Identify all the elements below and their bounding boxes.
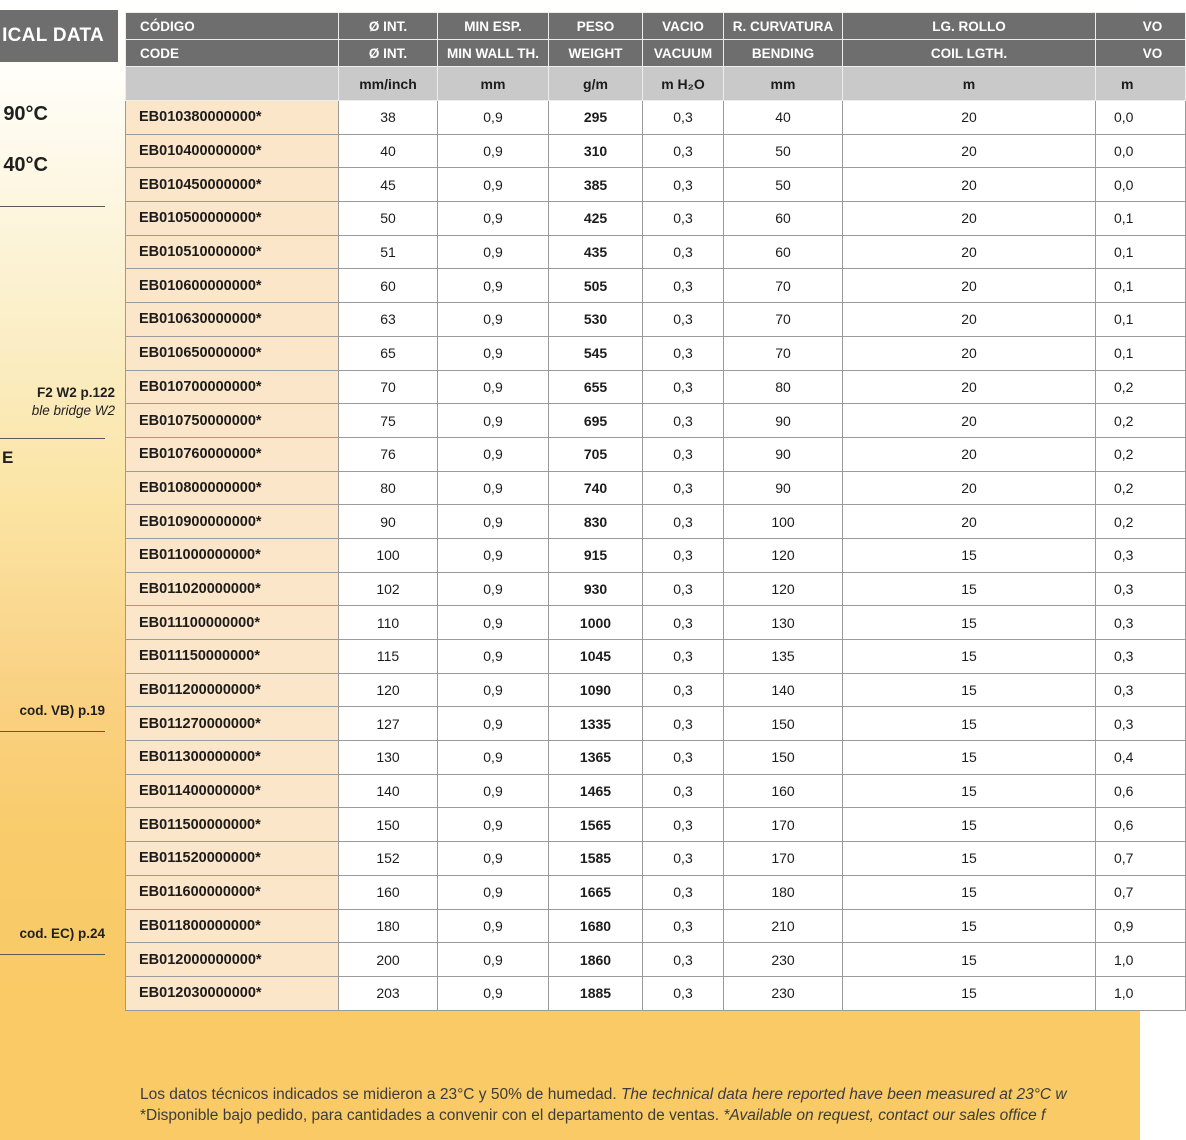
table-row [126, 943, 1186, 977]
cell-volume: 0,6 [1096, 774, 1186, 808]
cell-vacuum: 0,3 [643, 370, 724, 404]
column-header-min-wall-es: MIN ESP. [438, 13, 549, 40]
cell-min-wall: 0,9 [438, 134, 549, 168]
cell-min-wall: 0,9 [438, 572, 549, 606]
cell-volume: 0,9 [1096, 909, 1186, 943]
cell-bending: 130 [724, 606, 843, 640]
cell-inner-diameter: 51 [339, 235, 438, 269]
cell-bending: 90 [724, 471, 843, 505]
cell-coil-length: 15 [843, 842, 1096, 876]
technical-data-table [125, 12, 1186, 1011]
cell-bending: 100 [724, 505, 843, 539]
cell-weight: 1465 [549, 774, 643, 808]
cell-min-wall: 0,9 [438, 741, 549, 775]
cell-inner-diameter: 70 [339, 370, 438, 404]
cell-min-wall: 0,9 [438, 168, 549, 202]
cell-volume: 0,4 [1096, 741, 1186, 775]
table-row [126, 202, 1186, 236]
cell-weight: 1665 [549, 875, 643, 909]
cell-bending: 70 [724, 269, 843, 303]
cell-weight: 385 [549, 168, 643, 202]
cell-min-wall: 0,9 [438, 538, 549, 572]
cell-inner-diameter: 40 [339, 134, 438, 168]
cell-inner-diameter: 150 [339, 808, 438, 842]
cell-weight: 1860 [549, 943, 643, 977]
cell-inner-diameter: 160 [339, 875, 438, 909]
cell-code: EB010510000000* [126, 235, 339, 269]
cell-inner-diameter: 65 [339, 336, 438, 370]
column-header-min-wall-en: MIN WALL TH. [438, 40, 549, 67]
table-body [126, 101, 1186, 1011]
max-temperature-label: 90°C [3, 103, 48, 125]
cell-vacuum: 0,3 [643, 976, 724, 1010]
cell-bending: 170 [724, 808, 843, 842]
cell-weight: 1565 [549, 808, 643, 842]
table-row [126, 336, 1186, 370]
column-header-code-en: CODE [126, 40, 339, 67]
cell-volume: 0,1 [1096, 235, 1186, 269]
cell-bending: 50 [724, 134, 843, 168]
cell-code: EB010650000000* [126, 336, 339, 370]
cell-inner-diameter: 63 [339, 303, 438, 337]
cell-inner-diameter: 203 [339, 976, 438, 1010]
cell-inner-diameter: 60 [339, 269, 438, 303]
cell-bending: 90 [724, 437, 843, 471]
column-header-volume-es: VO [1096, 13, 1186, 40]
cell-code: EB012030000000* [126, 976, 339, 1010]
column-header-weight-en: WEIGHT [549, 40, 643, 67]
cell-coil-length: 15 [843, 774, 1096, 808]
cell-volume: 0,2 [1096, 471, 1186, 505]
header-row-es [126, 13, 1186, 40]
cell-min-wall: 0,9 [438, 370, 549, 404]
cell-volume: 0,2 [1096, 404, 1186, 438]
cell-weight: 1365 [549, 741, 643, 775]
cell-code: EB011800000000* [126, 909, 339, 943]
cell-vacuum: 0,3 [643, 707, 724, 741]
cell-min-wall: 0,9 [438, 875, 549, 909]
cell-bending: 150 [724, 707, 843, 741]
column-header-inner-diameter-es: Ø INT. [339, 13, 438, 40]
cell-inner-diameter: 75 [339, 404, 438, 438]
cell-weight: 1090 [549, 673, 643, 707]
cell-volume: 0,3 [1096, 538, 1186, 572]
letter-fragment-label: E [2, 448, 14, 467]
cell-volume: 0,3 [1096, 572, 1186, 606]
cell-bending: 210 [724, 909, 843, 943]
sidebar-divider [0, 731, 105, 732]
cell-code: EB011000000000* [126, 538, 339, 572]
column-unit-volume: m [1096, 67, 1186, 101]
table-row [126, 303, 1186, 337]
cell-coil-length: 20 [843, 336, 1096, 370]
cell-min-wall: 0,9 [438, 707, 549, 741]
cell-min-wall: 0,9 [438, 909, 549, 943]
cell-min-wall: 0,9 [438, 235, 549, 269]
cell-vacuum: 0,3 [643, 471, 724, 505]
table-row [126, 168, 1186, 202]
cell-vacuum: 0,3 [643, 943, 724, 977]
table-row [126, 471, 1186, 505]
column-unit-bending: mm [724, 67, 843, 101]
cell-inner-diameter: 100 [339, 538, 438, 572]
cell-volume: 1,0 [1096, 943, 1186, 977]
cell-coil-length: 15 [843, 976, 1096, 1010]
column-header-inner-diameter-en: Ø INT. [339, 40, 438, 67]
cell-min-wall: 0,9 [438, 269, 549, 303]
cell-volume: 0,0 [1096, 101, 1186, 135]
cell-code: EB010900000000* [126, 505, 339, 539]
column-header-vacuum-es: VACIO [643, 13, 724, 40]
column-unit-vacuum: m H₂O [643, 67, 724, 101]
column-header-bending-en: BENDING [724, 40, 843, 67]
cell-inner-diameter: 110 [339, 606, 438, 640]
cell-inner-diameter: 180 [339, 909, 438, 943]
cell-bending: 70 [724, 303, 843, 337]
cell-bending: 150 [724, 741, 843, 775]
cell-coil-length: 15 [843, 943, 1096, 977]
cell-code: EB010800000000* [126, 471, 339, 505]
column-header-coil-length-es: LG. ROLLO [843, 13, 1096, 40]
footnote-line2-en: *Available on request, contact our sales office f [723, 1107, 1046, 1124]
table-row [126, 842, 1186, 876]
table-row [126, 538, 1186, 572]
cell-coil-length: 20 [843, 404, 1096, 438]
table-row [126, 808, 1186, 842]
cell-weight: 705 [549, 437, 643, 471]
cell-inner-diameter: 45 [339, 168, 438, 202]
column-header-coil-length-en: COIL LGTH. [843, 40, 1096, 67]
footnote-line-1 [140, 1084, 1140, 1105]
cell-weight: 1045 [549, 640, 643, 674]
reference-bridge-label: ble bridge W2 [31, 403, 115, 418]
column-header-vacuum-en: VACUUM [643, 40, 724, 67]
footnote-line-2 [140, 1105, 1140, 1126]
table-row [126, 976, 1186, 1010]
cell-weight: 695 [549, 404, 643, 438]
column-header-code-es: CÓDIGO [126, 13, 339, 40]
cell-volume: 0,2 [1096, 505, 1186, 539]
cell-bending: 230 [724, 943, 843, 977]
table-row [126, 707, 1186, 741]
cell-code: EB011020000000* [126, 572, 339, 606]
cell-coil-length: 20 [843, 168, 1096, 202]
cell-weight: 655 [549, 370, 643, 404]
cell-inner-diameter: 76 [339, 437, 438, 471]
cell-volume: 0,6 [1096, 808, 1186, 842]
sidebar-divider [0, 206, 105, 207]
table-row [126, 101, 1186, 135]
cell-vacuum: 0,3 [643, 134, 724, 168]
header-row-en [126, 40, 1186, 67]
cell-coil-length: 15 [843, 673, 1096, 707]
table-row [126, 572, 1186, 606]
cell-bending: 50 [724, 168, 843, 202]
cell-volume: 0,1 [1096, 336, 1186, 370]
cell-bending: 140 [724, 673, 843, 707]
section-title-label: ICAL DATA [2, 25, 104, 46]
cell-inner-diameter: 50 [339, 202, 438, 236]
cell-code: EB011500000000* [126, 808, 339, 842]
cell-bending: 80 [724, 370, 843, 404]
cell-coil-length: 20 [843, 370, 1096, 404]
cell-inner-diameter: 102 [339, 572, 438, 606]
cell-code: EB010700000000* [126, 370, 339, 404]
cell-coil-length: 15 [843, 909, 1096, 943]
column-unit-min-wall: mm [438, 67, 549, 101]
cell-coil-length: 15 [843, 741, 1096, 775]
cell-volume: 0,2 [1096, 437, 1186, 471]
cell-bending: 120 [724, 572, 843, 606]
header-row-units [126, 67, 1186, 101]
cell-code: EB010750000000* [126, 404, 339, 438]
column-header-bending-es: R. CURVATURA [724, 13, 843, 40]
cell-volume: 0,7 [1096, 875, 1186, 909]
cell-vacuum: 0,3 [643, 269, 724, 303]
cell-inner-diameter: 127 [339, 707, 438, 741]
cell-weight: 1680 [549, 909, 643, 943]
cell-code: EB010380000000* [126, 101, 339, 135]
cell-vacuum: 0,3 [643, 774, 724, 808]
cell-weight: 530 [549, 303, 643, 337]
cell-weight: 435 [549, 235, 643, 269]
cell-bending: 170 [724, 842, 843, 876]
cell-code: EB011270000000* [126, 707, 339, 741]
cell-bending: 120 [724, 538, 843, 572]
cell-weight: 425 [549, 202, 643, 236]
cell-inner-diameter: 200 [339, 943, 438, 977]
reference-vb-label: cod. VB) p.19 [19, 703, 105, 718]
table-row [126, 235, 1186, 269]
cell-weight: 295 [549, 101, 643, 135]
cell-code: EB010630000000* [126, 303, 339, 337]
column-header-volume-en: VO [1096, 40, 1186, 67]
cell-vacuum: 0,3 [643, 202, 724, 236]
cell-volume: 0,1 [1096, 303, 1186, 337]
cell-volume: 0,3 [1096, 673, 1186, 707]
cell-vacuum: 0,3 [643, 842, 724, 876]
reference-ec-label: cod. EC) p.24 [19, 926, 105, 941]
cell-min-wall: 0,9 [438, 202, 549, 236]
footnote-line1-en: The technical data here reported have been measured at 23°C w [620, 1086, 1067, 1103]
cell-bending: 70 [724, 336, 843, 370]
table-row [126, 370, 1186, 404]
sidebar-divider [0, 954, 105, 955]
cell-coil-length: 20 [843, 235, 1096, 269]
cell-coil-length: 20 [843, 134, 1096, 168]
cell-min-wall: 0,9 [438, 437, 549, 471]
cell-coil-length: 20 [843, 303, 1096, 337]
cell-code: EB011200000000* [126, 673, 339, 707]
cell-min-wall: 0,9 [438, 303, 549, 337]
cell-volume: 0,1 [1096, 202, 1186, 236]
cell-inner-diameter: 38 [339, 101, 438, 135]
cell-weight: 1585 [549, 842, 643, 876]
cell-code: EB010600000000* [126, 269, 339, 303]
cell-weight: 1000 [549, 606, 643, 640]
column-unit-coil-length: m [843, 67, 1096, 101]
table-header [126, 13, 1186, 101]
cell-bending: 60 [724, 202, 843, 236]
cell-code: EB012000000000* [126, 943, 339, 977]
table-row [126, 437, 1186, 471]
cell-coil-length: 15 [843, 538, 1096, 572]
cell-weight: 545 [549, 336, 643, 370]
cell-min-wall: 0,9 [438, 471, 549, 505]
column-unit-inner-diameter: mm/inch [339, 67, 438, 101]
cell-code: EB010500000000* [126, 202, 339, 236]
product-table [125, 12, 1186, 1011]
cell-weight: 1885 [549, 976, 643, 1010]
table-row [126, 875, 1186, 909]
cell-vacuum: 0,3 [643, 101, 724, 135]
cell-code: EB011520000000* [126, 842, 339, 876]
cell-coil-length: 15 [843, 875, 1096, 909]
cell-vacuum: 0,3 [643, 404, 724, 438]
cell-coil-length: 15 [843, 606, 1096, 640]
cell-vacuum: 0,3 [643, 538, 724, 572]
cell-min-wall: 0,9 [438, 808, 549, 842]
column-header-weight-es: PESO [549, 13, 643, 40]
cell-min-wall: 0,9 [438, 101, 549, 135]
cell-vacuum: 0,3 [643, 505, 724, 539]
table-row [126, 673, 1186, 707]
cell-coil-length: 20 [843, 471, 1096, 505]
cell-coil-length: 15 [843, 640, 1096, 674]
cell-inner-diameter: 80 [339, 471, 438, 505]
cell-inner-diameter: 130 [339, 741, 438, 775]
cell-code: EB011150000000* [126, 640, 339, 674]
cell-code: EB010760000000* [126, 437, 339, 471]
cell-min-wall: 0,9 [438, 505, 549, 539]
cell-min-wall: 0,9 [438, 976, 549, 1010]
table-row [126, 909, 1186, 943]
cell-vacuum: 0,3 [643, 606, 724, 640]
cell-coil-length: 15 [843, 707, 1096, 741]
cell-weight: 830 [549, 505, 643, 539]
footnote-line1-es: Los datos técnicos indicados se midieron a 23°C y 50% de humedad. [140, 1086, 621, 1103]
cell-min-wall: 0,9 [438, 774, 549, 808]
cell-weight: 505 [549, 269, 643, 303]
cell-vacuum: 0,3 [643, 168, 724, 202]
cell-vacuum: 0,3 [643, 235, 724, 269]
cell-vacuum: 0,3 [643, 741, 724, 775]
table-row [126, 404, 1186, 438]
cell-vacuum: 0,3 [643, 336, 724, 370]
cell-coil-length: 20 [843, 101, 1096, 135]
cell-vacuum: 0,3 [643, 808, 724, 842]
cell-coil-length: 15 [843, 572, 1096, 606]
cell-inner-diameter: 152 [339, 842, 438, 876]
cell-weight: 1335 [549, 707, 643, 741]
cell-bending: 230 [724, 976, 843, 1010]
cell-min-wall: 0,9 [438, 673, 549, 707]
footnote-line2-es: *Disponible bajo pedido, para cantidades a convenir con el departamento de ventas. [140, 1107, 724, 1124]
cell-bending: 160 [724, 774, 843, 808]
cell-vacuum: 0,3 [643, 909, 724, 943]
cell-min-wall: 0,9 [438, 640, 549, 674]
cell-inner-diameter: 115 [339, 640, 438, 674]
cell-inner-diameter: 120 [339, 673, 438, 707]
footnote [140, 1084, 1140, 1126]
cell-min-wall: 0,9 [438, 842, 549, 876]
cell-volume: 0,7 [1096, 842, 1186, 876]
cell-min-wall: 0,9 [438, 943, 549, 977]
cell-volume: 0,0 [1096, 134, 1186, 168]
cell-volume: 0,3 [1096, 640, 1186, 674]
cell-volume: 0,3 [1096, 707, 1186, 741]
cell-min-wall: 0,9 [438, 336, 549, 370]
cell-code: EB010450000000* [126, 168, 339, 202]
cell-weight: 740 [549, 471, 643, 505]
cell-inner-diameter: 140 [339, 774, 438, 808]
sidebar-divider [0, 438, 105, 439]
table-row [126, 134, 1186, 168]
cell-vacuum: 0,3 [643, 875, 724, 909]
cell-bending: 60 [724, 235, 843, 269]
cell-coil-length: 20 [843, 505, 1096, 539]
table-row [126, 606, 1186, 640]
cell-coil-length: 20 [843, 437, 1096, 471]
cell-min-wall: 0,9 [438, 606, 549, 640]
cell-vacuum: 0,3 [643, 572, 724, 606]
column-unit-code [126, 67, 339, 101]
cell-coil-length: 20 [843, 202, 1096, 236]
cell-weight: 915 [549, 538, 643, 572]
cell-coil-length: 20 [843, 269, 1096, 303]
cell-volume: 0,0 [1096, 168, 1186, 202]
cell-vacuum: 0,3 [643, 640, 724, 674]
cell-volume: 1,0 [1096, 976, 1186, 1010]
cell-volume: 0,3 [1096, 606, 1186, 640]
cell-code: EB010400000000* [126, 134, 339, 168]
table-row [126, 505, 1186, 539]
cell-volume: 0,1 [1096, 269, 1186, 303]
cell-coil-length: 15 [843, 808, 1096, 842]
section-title [0, 10, 118, 62]
table-row [126, 269, 1186, 303]
cell-code: EB011400000000* [126, 774, 339, 808]
cell-vacuum: 0,3 [643, 673, 724, 707]
cell-inner-diameter: 90 [339, 505, 438, 539]
cell-code: EB011600000000* [126, 875, 339, 909]
cell-volume: 0,2 [1096, 370, 1186, 404]
cell-bending: 90 [724, 404, 843, 438]
cell-bending: 135 [724, 640, 843, 674]
cell-code: EB011300000000* [126, 741, 339, 775]
cell-code: EB011100000000* [126, 606, 339, 640]
table-row [126, 774, 1186, 808]
min-temperature-label: 40°C [3, 154, 48, 176]
cell-vacuum: 0,3 [643, 303, 724, 337]
table-row [126, 741, 1186, 775]
cell-weight: 310 [549, 134, 643, 168]
cell-bending: 180 [724, 875, 843, 909]
cell-weight: 930 [549, 572, 643, 606]
table-row [126, 640, 1186, 674]
column-unit-weight: g/m [549, 67, 643, 101]
cell-bending: 40 [724, 101, 843, 135]
cell-vacuum: 0,3 [643, 437, 724, 471]
cell-min-wall: 0,9 [438, 404, 549, 438]
reference-f2w2-label: F2 W2 p.122 [36, 385, 115, 400]
